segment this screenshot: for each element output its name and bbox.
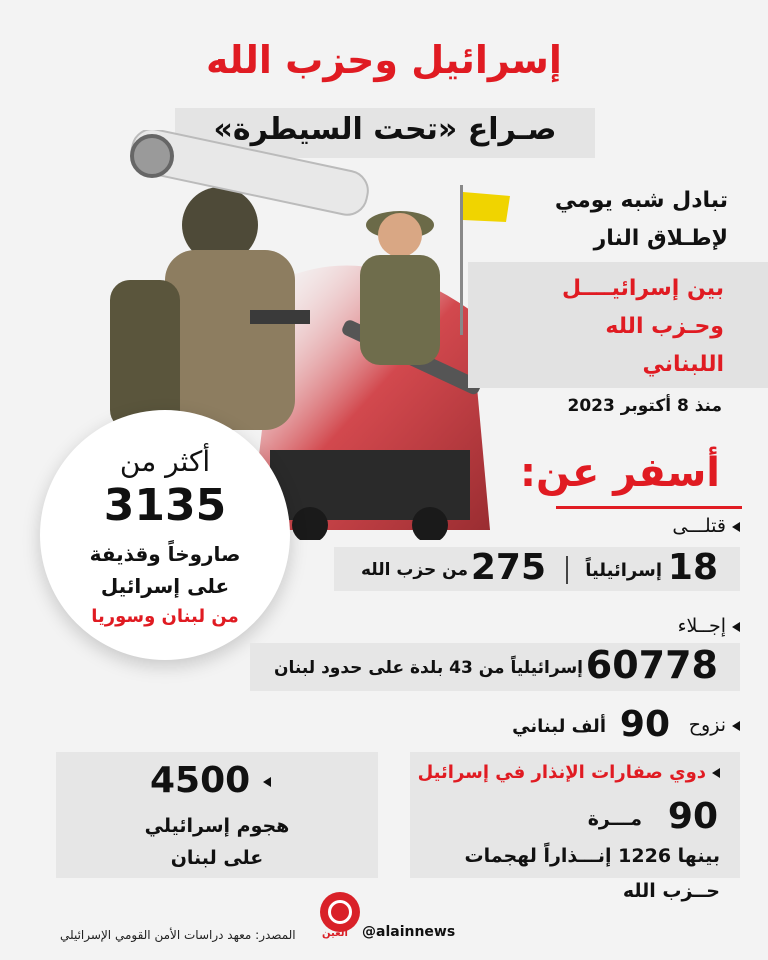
logo-ring [328,900,352,924]
displacement-label: نزوح [689,714,740,736]
between-text [474,270,724,384]
page-subtitle: صـراع «تحت السيطرة» [213,112,557,147]
rockets-more-than: أكثر من [119,445,211,478]
bullet-arrow-icon [732,622,740,632]
attacks-number: 4500 [150,760,271,801]
revealed-heading: أسفر عن: [520,450,720,496]
exchange-line1: تبادل شبه يومي [554,188,728,213]
source-credit: المصدر: معهد دراسات الأمن القومي الإسرائيلي [60,928,296,942]
between-line3: اللبناني [642,352,724,377]
between-line1: بين إسرائيــــل [561,276,724,301]
killed-israeli-number: 18 [667,547,718,588]
killed-label: قتلـــى [672,515,740,537]
social-handle[interactable]: @alainnews [362,924,456,940]
rockets-desc-line1: صاروخاً وقذيفة [89,542,241,566]
bullet-arrow-icon [712,768,720,778]
bullet-arrow-icon [263,777,271,787]
logo-text: العين [322,928,348,939]
rockets-source: من لبنان وسوريا [91,606,239,627]
killed-hezbollah-number: 275 [470,547,546,588]
between-line2: وحـزب الله [605,314,724,339]
evacuation-text: إسرائيلياً من 43 بلدة على حدود لبنان [274,658,583,678]
sirens-title: دوي صفارات الإنذار في إسرائيل [418,762,720,783]
sirens-hezbollah: حــزب الله [622,880,720,902]
evacuation-label: إجــلاء [678,615,740,637]
displacement-number: 90 [619,704,670,745]
sirens-times: مـــرة [587,808,642,830]
bullet-arrow-icon [732,522,740,532]
attacks-line2: على لبنان [170,847,264,869]
since-date: منذ 8 أكتوبر 2023 [567,396,722,416]
killed-hezbollah-label: من حزب الله [360,560,468,580]
killed-israeli-label: إسرائيلياً [585,560,662,581]
displacement-text: ألف لبناني [512,716,606,737]
bullet-arrow-icon [732,721,740,731]
rockets-count: 3135 [103,480,227,531]
sirens-number: 90 [667,796,718,837]
rockets-desc-line2: على إسرائيل [100,574,230,598]
revealed-underline [556,506,742,509]
page-title: إسرائيل وحزب الله [206,38,562,82]
exchange-line2: لإطـلاق النار [593,226,728,251]
exchange-text [478,182,728,258]
sirens-among: بينها 1226 إنـــذاراً لهجمات [464,845,720,867]
evacuation-number: 60778 [585,643,718,687]
rockets-description [40,538,290,602]
attacks-line1: هجوم إسرائيلي [144,815,290,837]
killed-divider [566,556,568,584]
